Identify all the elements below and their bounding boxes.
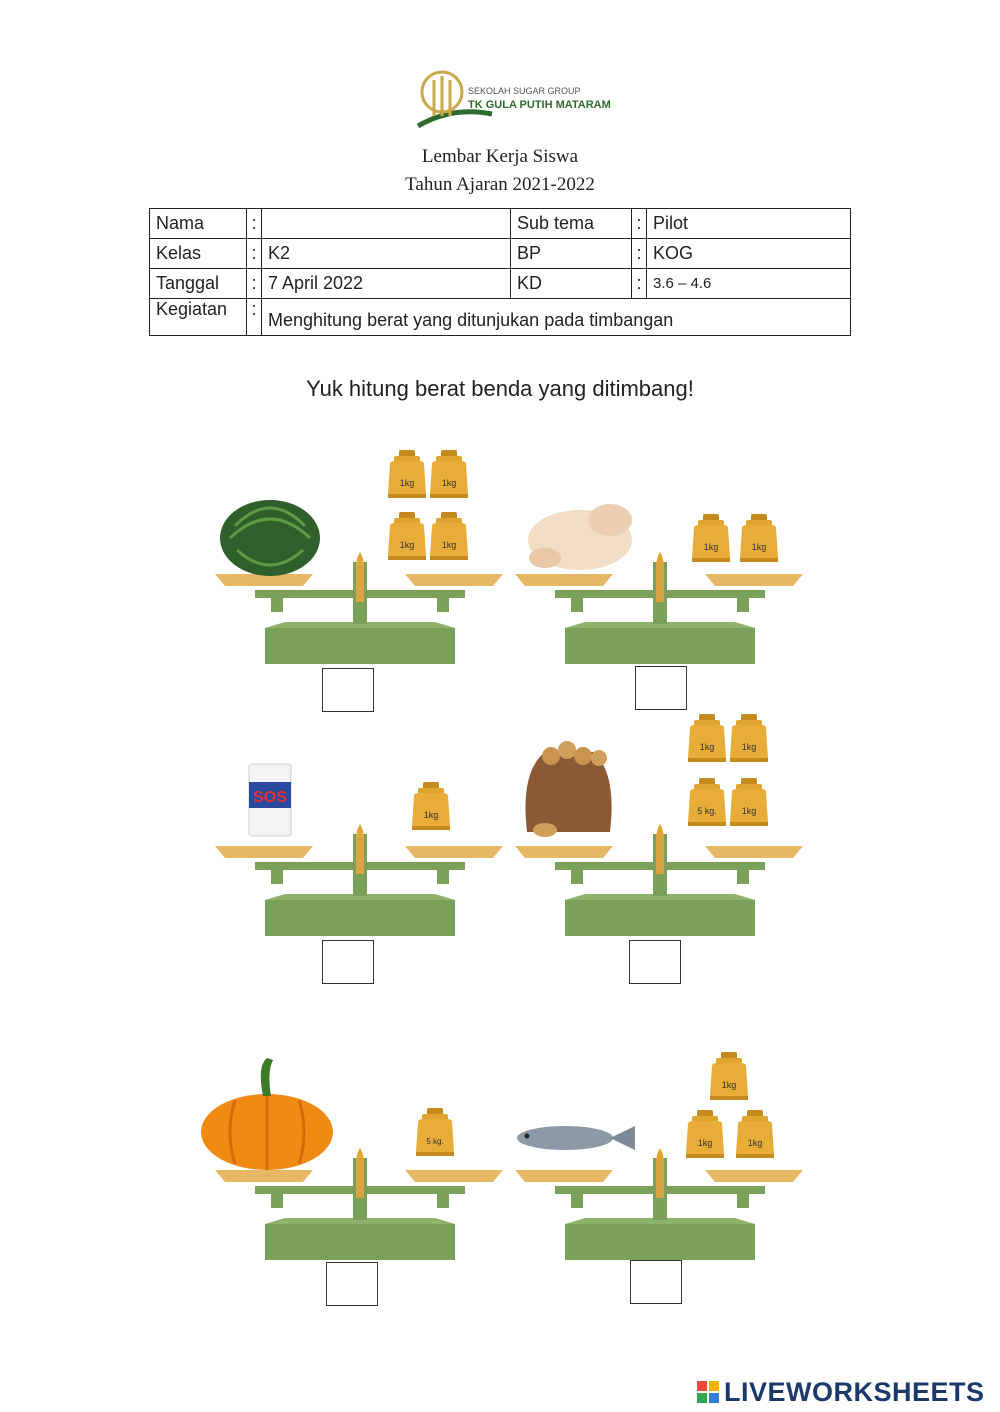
answer-box-salt[interactable]	[322, 940, 374, 984]
colon: :	[247, 209, 262, 239]
colon: :	[632, 239, 647, 269]
colon: :	[247, 269, 262, 299]
svg-text:1kg: 1kg	[423, 810, 439, 820]
instruction-text: Yuk hitung berat benda yang ditimbang!	[306, 376, 694, 401]
school-logo	[412, 66, 611, 138]
fish-icon	[517, 1126, 613, 1150]
svg-text:1kg: 1kg	[751, 542, 767, 552]
liveworksheets-logo-icon	[697, 1381, 719, 1405]
name-field[interactable]	[262, 209, 511, 239]
value-subtema: Pilot	[647, 209, 851, 239]
svg-text:1kg: 1kg	[741, 742, 757, 752]
value-kd: 3.6 – 4.6	[647, 269, 851, 299]
colon: :	[632, 209, 647, 239]
svg-text:1kg: 1kg	[741, 806, 757, 816]
svg-text:1kg: 1kg	[697, 1138, 713, 1148]
answer-box-fish[interactable]	[630, 1260, 682, 1304]
answer-box-potatoes[interactable]	[629, 940, 681, 984]
student-info-table	[149, 208, 851, 336]
svg-text:1kg: 1kg	[703, 542, 719, 552]
answer-box-chicken[interactable]	[635, 666, 687, 710]
label-kelas: Kelas	[150, 239, 247, 269]
colon: :	[632, 269, 647, 299]
label-tanggal: Tanggal	[150, 269, 247, 299]
value-kelas: K2	[262, 239, 511, 269]
exercise-potatoes	[515, 712, 805, 952]
answer-box-watermelon[interactable]	[322, 668, 374, 712]
svg-text:5 kg.: 5 kg.	[697, 806, 717, 816]
svg-text:1kg: 1kg	[721, 1080, 737, 1090]
logo-line1: SEKOLAH SUGAR GROUP	[468, 86, 581, 96]
svg-text:SOS: SOS	[253, 789, 287, 806]
exercise-fish	[515, 1036, 805, 1276]
exercise-pumpkin	[215, 1036, 505, 1276]
exercise-chicken	[515, 440, 805, 680]
value-tanggal: 7 April 2022	[262, 269, 511, 299]
svg-text:1kg: 1kg	[699, 742, 715, 752]
svg-text:1kg: 1kg	[399, 478, 415, 488]
logo-line2: TK GULA PUTIH MATARAM	[468, 99, 611, 111]
svg-text:5 kg.: 5 kg.	[426, 1137, 444, 1146]
label-kegiatan: Kegiatan	[150, 299, 247, 336]
value-kegiatan: Menghitung berat yang ditunjukan pada timbangan	[262, 299, 851, 336]
value-bp: KOG	[647, 239, 851, 269]
table-row	[150, 239, 851, 269]
exercise-salt	[215, 712, 505, 952]
colon: :	[247, 299, 262, 336]
svg-text:1kg: 1kg	[441, 540, 457, 550]
table-row	[150, 209, 851, 239]
worksheet-title: Lembar Kerja Siswa	[421, 146, 579, 167]
table-row	[150, 269, 851, 299]
label-nama: Nama	[150, 209, 247, 239]
label-subtema: Sub tema	[511, 209, 632, 239]
svg-text:1kg: 1kg	[747, 1138, 763, 1148]
colon: :	[247, 239, 262, 269]
label-kd: KD	[511, 269, 632, 299]
svg-text:1kg: 1kg	[441, 478, 457, 488]
label-bp: BP	[511, 239, 632, 269]
school-year: Tahun Ajaran 2021-2022	[405, 174, 595, 195]
svg-text:1kg: 1kg	[399, 540, 415, 550]
table-row	[150, 299, 851, 336]
exercise-watermelon	[215, 440, 505, 680]
liveworksheets-brand: LIVEWORKSHEETS	[724, 1377, 985, 1407]
answer-box-pumpkin[interactable]	[326, 1262, 378, 1306]
